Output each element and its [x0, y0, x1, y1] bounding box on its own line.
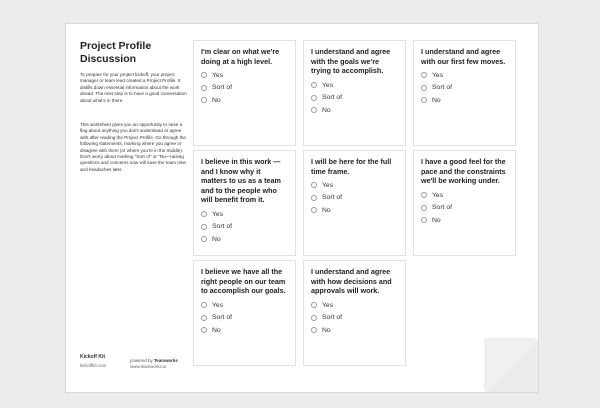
option-label: Yes	[322, 181, 334, 189]
statement-text: I understand and agree with how decisions and approvals will work.	[311, 267, 392, 296]
statement-text: I have a good feel for the pace and the constraints we'll be working under.	[421, 157, 506, 186]
option-label: Sort of	[322, 314, 343, 322]
page-title: Project Profile Discussion	[80, 40, 152, 65]
intro-paragraph-1: To prepare for your project kickoff, your project manager or team lead created a Project Profile. It distills down essential information about the work ahead. The next step is to have a good conversation about what's in there.	[80, 72, 187, 103]
radio-button[interactable]	[201, 97, 207, 103]
option-no[interactable]	[201, 324, 288, 337]
option-label: Yes	[322, 301, 334, 309]
option-sort-of[interactable]	[201, 311, 288, 324]
option-label: Yes	[432, 191, 444, 199]
option-no[interactable]	[311, 324, 398, 337]
radio-button[interactable]	[311, 327, 317, 333]
radio-button[interactable]	[311, 95, 317, 101]
option-label: Yes	[212, 301, 224, 309]
option-yes[interactable]	[201, 299, 288, 312]
statement-text: I believe we have all the right people on our team to accomplish our goals.	[201, 267, 286, 296]
option-sort-of[interactable]	[421, 82, 508, 95]
option-sort-of[interactable]	[421, 201, 508, 214]
radio-button[interactable]	[201, 224, 207, 230]
radio-button[interactable]	[421, 85, 427, 91]
radio-button[interactable]	[311, 207, 317, 213]
option-label: Sort of	[432, 204, 453, 212]
option-sort-of[interactable]	[201, 82, 288, 95]
option-no[interactable]	[201, 94, 288, 107]
option-no[interactable]	[311, 104, 398, 117]
radio-button[interactable]	[421, 72, 427, 78]
radio-button[interactable]	[311, 195, 317, 201]
option-label: No	[212, 326, 221, 334]
powered-brand: Teamworks	[153, 358, 178, 363]
option-no[interactable]	[421, 94, 508, 107]
option-yes[interactable]	[201, 208, 288, 221]
radio-button[interactable]	[421, 205, 427, 211]
option-label: Sort of	[432, 84, 453, 92]
radio-button[interactable]	[201, 327, 207, 333]
radio-button[interactable]	[201, 72, 207, 78]
radio-button[interactable]	[311, 82, 317, 88]
option-sort-of[interactable]	[201, 220, 288, 233]
radio-button[interactable]	[311, 107, 317, 113]
radio-button[interactable]	[421, 217, 427, 223]
option-label: Sort of	[322, 94, 343, 102]
statement-card	[413, 40, 516, 146]
option-yes[interactable]	[311, 299, 398, 312]
radio-button[interactable]	[421, 192, 427, 198]
option-label: Yes	[212, 210, 224, 218]
radio-button[interactable]	[311, 302, 317, 308]
option-label: Sort of	[322, 194, 343, 202]
statement-text: I'm clear on what we're doing at a high level.	[201, 47, 280, 66]
statement-card	[303, 40, 406, 146]
intro-paragraph-2: This worksheet gives you an opportunity to raise a flag about anything you don't understand or agree with after reading the Project Profile. Go through the following statements, marking where you agree or disagree with them (or where you're in the middle). Don't worry about marking "Sort of" or "No—raising questions and concerns now will save the team time and headaches later.	[80, 122, 186, 172]
option-no[interactable]	[201, 233, 288, 246]
option-label: No	[212, 235, 221, 243]
powered-by	[130, 358, 178, 363]
radio-button[interactable]	[311, 315, 317, 321]
option-label: Yes	[432, 71, 444, 79]
statement-text: I will be here for the full time frame.	[311, 157, 392, 176]
option-sort-of[interactable]	[311, 192, 398, 205]
radio-button[interactable]	[201, 302, 207, 308]
statement-card	[303, 260, 406, 366]
statement-text: I understand and agree with the goals we're trying to accomplish.	[311, 47, 391, 76]
radio-button[interactable]	[421, 97, 427, 103]
page-curl	[486, 340, 538, 392]
radio-button[interactable]	[201, 236, 207, 242]
option-label: Sort of	[212, 314, 233, 322]
brand-url: kickoffkit.com	[80, 363, 107, 368]
option-yes[interactable]	[311, 79, 398, 92]
option-label: No	[322, 326, 331, 334]
option-label: No	[212, 96, 221, 104]
statement-card	[193, 40, 296, 146]
option-yes[interactable]	[311, 179, 398, 192]
option-yes[interactable]	[201, 69, 288, 82]
statement-card	[303, 150, 406, 256]
option-label: No	[322, 206, 331, 214]
option-label: No	[432, 96, 441, 104]
radio-button[interactable]	[201, 85, 207, 91]
option-label: Sort of	[212, 223, 233, 231]
radio-button[interactable]	[311, 182, 317, 188]
option-label: Yes	[212, 71, 224, 79]
radio-button[interactable]	[201, 211, 207, 217]
option-label: Sort of	[212, 84, 233, 92]
statement-card	[413, 150, 516, 256]
statement-card	[193, 260, 296, 366]
statement-text: I understand and agree with our first few moves.	[421, 47, 506, 66]
option-yes[interactable]	[421, 69, 508, 82]
option-sort-of[interactable]	[311, 91, 398, 104]
powered-url: www.teamworks.is	[130, 364, 167, 369]
statement-text: I believe in this work — and I know why it matters to us as a team and to the people who will benefit from it.	[201, 157, 281, 205]
option-label: No	[432, 216, 441, 224]
option-no[interactable]	[421, 214, 508, 227]
statement-card	[193, 150, 296, 256]
option-label: Yes	[322, 81, 334, 89]
radio-button[interactable]	[201, 315, 207, 321]
option-yes[interactable]	[421, 189, 508, 202]
powered-prefix: powered by	[130, 358, 153, 363]
option-label: No	[322, 106, 331, 114]
option-no[interactable]	[311, 204, 398, 217]
brand-name: Kickoff Kit	[80, 354, 105, 360]
option-sort-of[interactable]	[311, 311, 398, 324]
